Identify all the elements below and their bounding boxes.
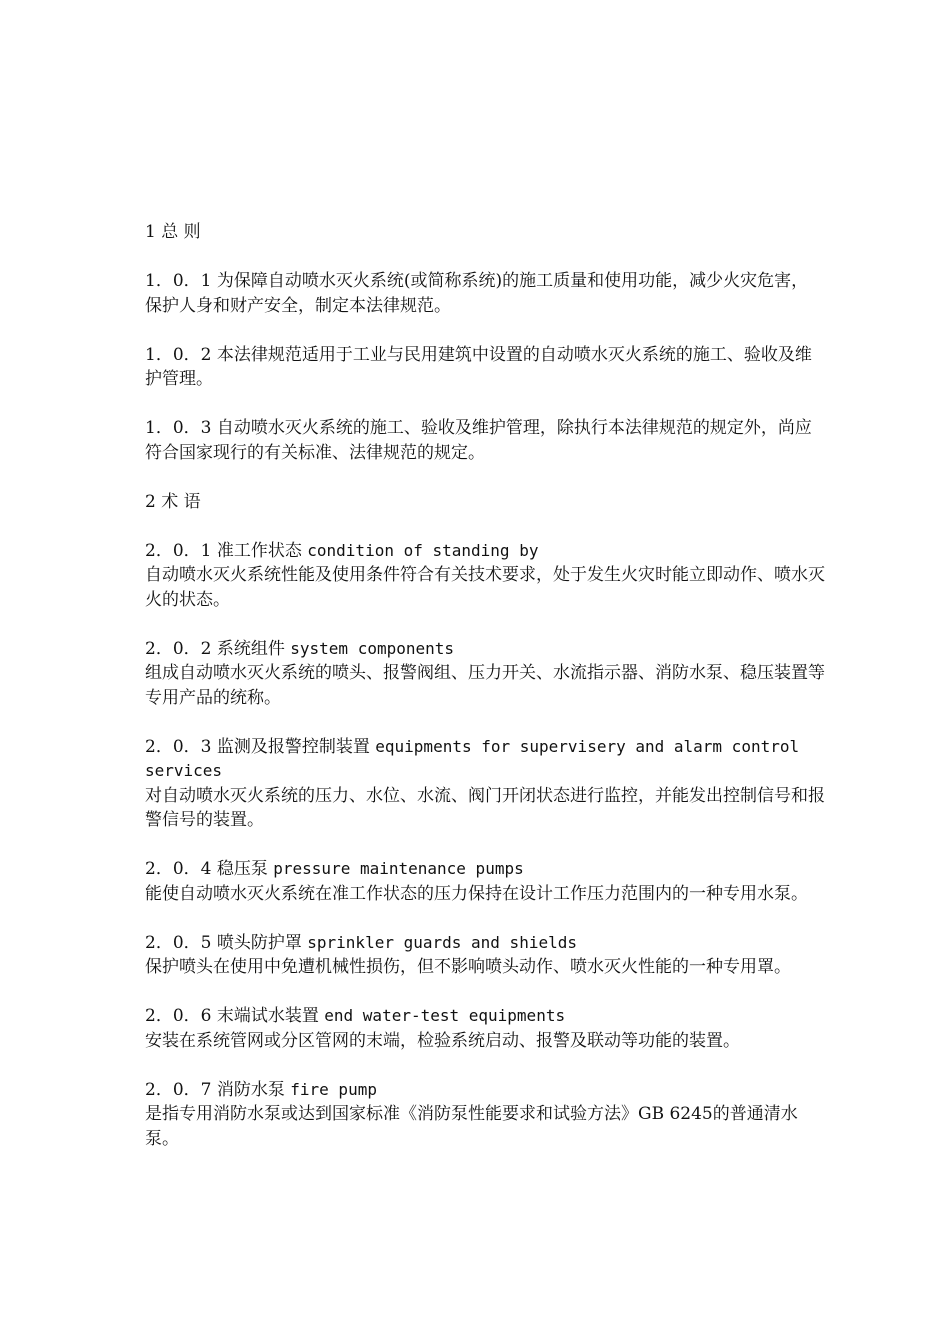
term-definition: 自动喷水灭火系统性能及使用条件符合有关技术要求，处于发生火灾时能立即动作、喷水灭火的状态。 <box>145 565 825 610</box>
clause-text: 自动喷水灭火系统的施工、验收及维护管理，除执行本法律规范的规定外，尚应符合国家现行的有关标准、法律规范的规定。 <box>145 418 812 463</box>
term-definition: 能使自动喷水灭火系统在准工作状态的压力保持在设计工作压力范围内的一种专用水泵。 <box>145 883 808 904</box>
section-1-heading: 1 总 则 <box>145 222 201 242</box>
term-name: 监测及报警控制装置 <box>216 736 370 757</box>
term-heading <box>145 735 825 784</box>
term-heading <box>145 637 825 662</box>
clause-text: 本法律规范适用于工业与民用建筑中设置的自动喷水灭火系统的施工、验收及维护管理。 <box>145 344 812 389</box>
term-name: 消防水泵 <box>216 1079 285 1100</box>
term-english: system components <box>290 638 455 658</box>
term-english: end water-test equipments <box>324 1006 566 1025</box>
term-2-0-2 <box>145 637 825 711</box>
section-2-heading: 2 术 语 <box>145 491 201 512</box>
term-heading <box>145 857 825 882</box>
term-english: sprinkler guards and shields <box>307 932 577 952</box>
term-heading <box>145 931 825 956</box>
term-number: 2．0．5 <box>145 932 212 953</box>
term-definition: 是指专用消防水泵或达到国家标准《消防泵性能要求和试验方法》GB 6245的普通清水泵。 <box>145 1104 798 1149</box>
document-page <box>145 220 825 1176</box>
term-name: 喷头防护罩 <box>216 932 302 953</box>
term-2-0-4 <box>145 857 825 906</box>
term-english: condition of standing by <box>307 540 539 560</box>
term-2-0-5 <box>145 931 825 980</box>
term-heading <box>145 1078 825 1103</box>
term-number: 2．0．2 <box>145 638 212 659</box>
clause-text: 为保障自动喷水灭火系统(或简称系统)的施工质量和使用功能，减少火灾危害，保护人身和财产安全，制定本法律规范。 <box>145 271 809 316</box>
term-definition: 对自动喷水灭火系统的压力、水位、水流、阀门开闭状态进行监控，并能发出控制信号和报警信号的装置。 <box>145 785 825 830</box>
clause-number: 1．0．2 <box>145 344 212 365</box>
term-2-0-7 <box>145 1078 825 1152</box>
clause-paragraph <box>145 343 825 392</box>
term-name: 末端试水装置 <box>216 1006 319 1026</box>
term-number: 2．0．6 <box>145 1006 212 1026</box>
term-definition: 保护喷头在使用中免遭机械性损伤，但不影响喷头动作、喷水灭火性能的一种专用罩。 <box>145 957 791 977</box>
term-number: 2．0．4 <box>145 859 212 879</box>
term-english: fire pump <box>290 1079 377 1099</box>
clause-number: 1．0．1 <box>145 271 212 291</box>
term-definition: 安装在系统管网或分区管网的末端，检验系统启动、报警及联动等功能的装置。 <box>145 1030 740 1051</box>
term-english: equipments for supervisery and alarm control services <box>145 736 800 780</box>
term-heading <box>145 539 825 564</box>
term-2-0-3 <box>145 735 825 833</box>
clause-paragraph <box>145 416 825 465</box>
clause-1-0-3 <box>145 416 825 465</box>
term-2-0-6 <box>145 1004 825 1053</box>
term-name: 系统组件 <box>216 638 285 659</box>
term-english: pressure maintenance pumps <box>273 859 524 878</box>
term-name: 准工作状态 <box>216 540 302 561</box>
clause-1-0-2 <box>145 343 825 392</box>
term-heading <box>145 1004 825 1029</box>
term-number: 2．0．7 <box>145 1079 212 1100</box>
clause-1-0-1 <box>145 269 825 318</box>
clause-paragraph <box>145 269 825 318</box>
term-number: 2．0．1 <box>145 540 212 561</box>
term-2-0-1 <box>145 539 825 613</box>
term-definition: 组成自动喷水灭火系统的喷头、报警阀组、压力开关、水流指示器、消防水泵、稳压装置等专用产品的统称。 <box>145 663 825 708</box>
term-name: 稳压泵 <box>216 859 268 879</box>
clause-number: 1．0．3 <box>145 418 212 438</box>
term-number: 2．0．3 <box>145 736 212 757</box>
